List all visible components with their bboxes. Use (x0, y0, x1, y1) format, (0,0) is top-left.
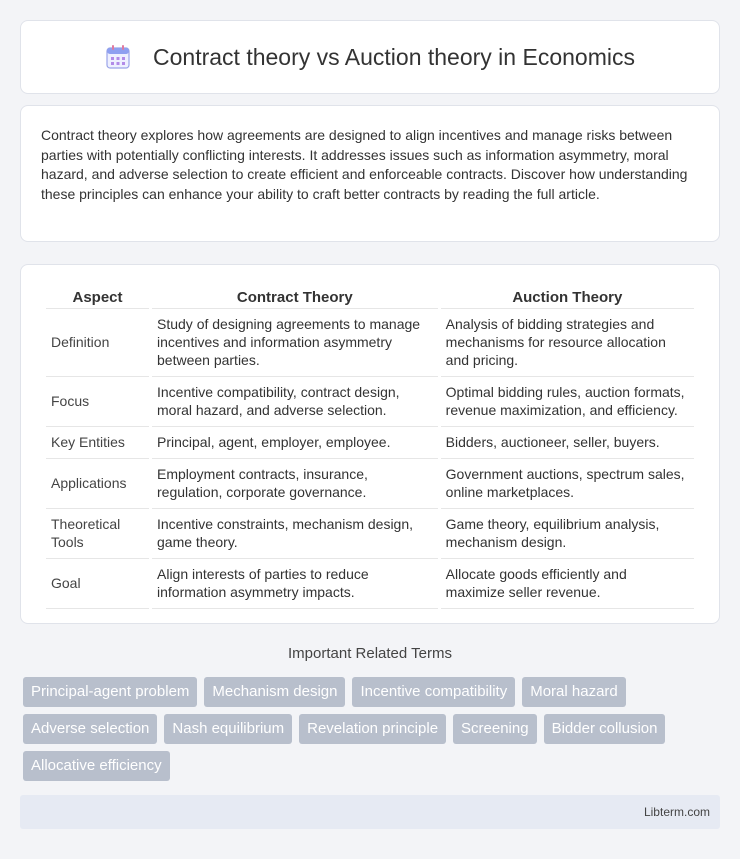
page-title: Contract theory vs Auction theory in Economics (153, 43, 635, 70)
header-card (20, 20, 720, 94)
row-aspect: Definition (46, 309, 149, 377)
table-row (46, 309, 694, 377)
row-auction-cell: Analysis of bidding strategies and mechanisms for resource allocation and pricing. (441, 309, 694, 377)
table-row (46, 459, 694, 509)
footer-brand[interactable]: Libterm.com (643, 805, 710, 819)
tag-bidder-collusion[interactable]: Bidder collusion (544, 714, 666, 744)
row-contract-cell: Study of designing agreements to manage incentives and information asymmetry between parties. (152, 309, 438, 377)
row-auction-cell: Optimal bidding rules, auction formats, revenue maximization, and efficiency. (441, 377, 694, 427)
column-header-aspect: Aspect (46, 285, 149, 309)
row-aspect: Focus (46, 377, 149, 427)
intro-card (20, 105, 720, 242)
row-aspect: Key Entities (46, 427, 149, 459)
table-row (46, 377, 694, 427)
comparison-table-card (20, 264, 720, 624)
row-contract-cell: Employment contracts, insurance, regulation, corporate governance. (152, 459, 438, 509)
row-auction-cell: Government auctions, spectrum sales, online marketplaces. (441, 459, 694, 509)
comparison-table (43, 285, 697, 609)
table-row (46, 427, 694, 459)
tag-adverse-selection[interactable]: Adverse selection (23, 714, 157, 744)
table-row (46, 509, 694, 559)
tag-moral-hazard[interactable]: Moral hazard (522, 677, 626, 707)
table-header-row (46, 285, 694, 309)
tag-mechanism-design[interactable]: Mechanism design (204, 677, 345, 707)
related-terms-list (23, 677, 723, 788)
row-contract-cell: Principal, agent, employer, employee. (152, 427, 438, 459)
tag-nash-equilibrium[interactable]: Nash equilibrium (164, 714, 292, 744)
row-aspect: Goal (46, 559, 149, 609)
row-auction-cell: Allocate goods efficiently and maximize seller revenue. (441, 559, 694, 609)
row-auction-cell: Bidders, auctioneer, seller, buyers. (441, 427, 694, 459)
intro-text: Contract theory explores how agreements are designed to align incentives and manage risks between parties with potentially conflicting interests. It addresses issues such as information asymmetry, moral hazard, and adverse selection to create efficient and enforceable contracts. Discover how understanding these principles can enhance your ability to craft better contracts by reading the full article. (41, 127, 688, 202)
tag-screening[interactable]: Screening (453, 714, 537, 744)
column-header-contract-theory: Contract Theory (152, 285, 438, 309)
row-aspect: Theoretical Tools (46, 509, 149, 559)
column-header-auction-theory: Auction Theory (441, 285, 694, 309)
row-contract-cell: Align interests of parties to reduce information asymmetry impacts. (152, 559, 438, 609)
row-contract-cell: Incentive compatibility, contract design, moral hazard, and adverse selection. (152, 377, 438, 427)
tag-allocative-efficiency[interactable]: Allocative efficiency (23, 751, 170, 781)
row-aspect: Applications (46, 459, 149, 509)
table-row (46, 559, 694, 609)
row-auction-cell: Game theory, equilibrium analysis, mechanism design. (441, 509, 694, 559)
related-terms-heading: Important Related Terms (288, 645, 452, 662)
calendar-grid-icon (105, 44, 131, 70)
row-contract-cell: Incentive constraints, mechanism design, game theory. (152, 509, 438, 559)
tag-incentive-compatibility[interactable]: Incentive compatibility (352, 677, 515, 707)
tag-principal-agent-problem[interactable]: Principal-agent problem (23, 677, 197, 707)
footer (20, 795, 720, 829)
tag-revelation-principle[interactable]: Revelation principle (299, 714, 446, 744)
